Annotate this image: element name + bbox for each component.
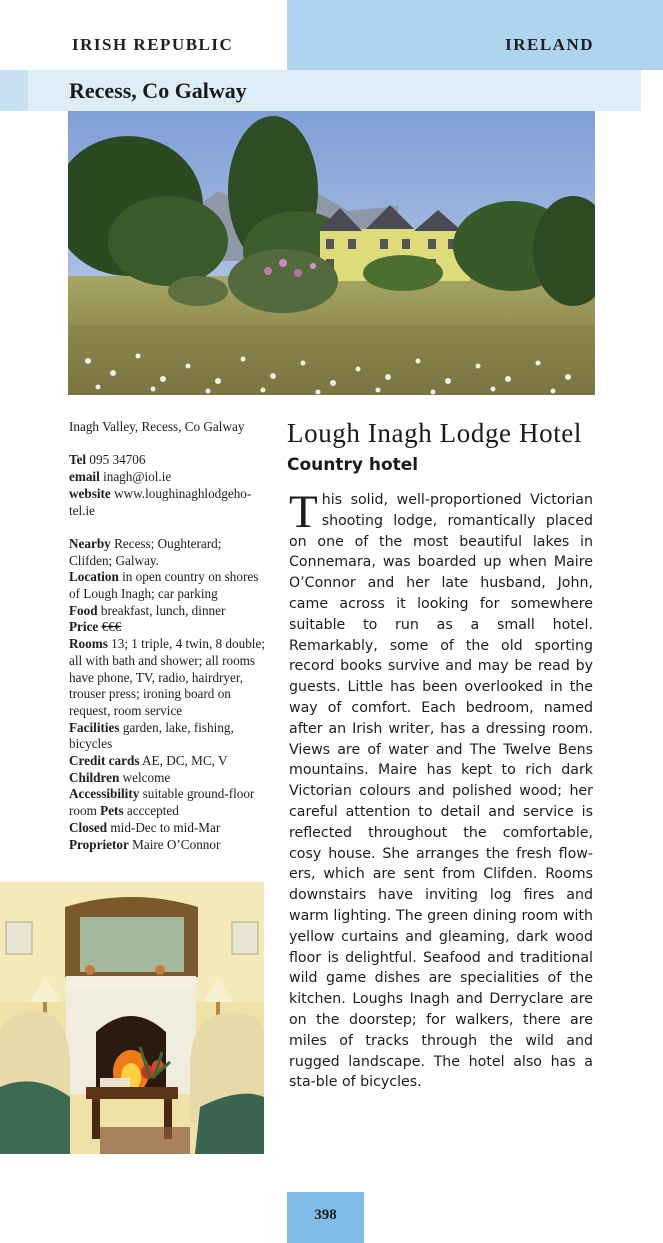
info-food: Food breakfast, lunch, dinner <box>69 602 226 618</box>
info-proprietor: Proprietor Maire O’Connor <box>69 836 221 852</box>
header-right-band <box>287 0 663 70</box>
hotel-exterior-photo <box>68 111 595 395</box>
hotel-info-column <box>69 419 265 853</box>
info-location: Location in open country on shores of Lough Inagh; car parking <box>69 569 259 601</box>
section-title-left: IRISH REPUBLIC <box>72 35 234 54</box>
hotel-address: Inagh Valley, Recess, Co Galway <box>69 419 245 434</box>
hotel-lounge-photo <box>0 882 264 1154</box>
info-accessibility: Accessibility suitable ground-floor room Pets acccepted <box>69 786 255 819</box>
info-tel: Tel 095 34706 <box>69 452 146 468</box>
info-facilities: Facilities garden, lake, fishing, bicycles <box>69 719 234 752</box>
info-nearby: Nearby Recess; Oughterard; Clifden; Galway. <box>69 535 222 568</box>
info-rooms: Rooms 13; 1 triple, 4 twin, 8 double; all with bath and shower; all rooms have phone, TV, radio, hairdryer, trouser press; ironing board on request, room service <box>69 636 265 718</box>
description-text: his solid, well-proportioned Victorian shooting lodge, romantically placed on one of the most beautiful lakes in Connemara, was boarded up when Maire O’Connor and her late husband, John, came across it looking for somewhere suitable to run as a small hotel. Remarkably, some of the old sporting record books survive and may be read by guests. Little has been overlooked in the way of comfort. Each bedroom, named after an Irish writer, has a dressing room. Views are of water and The Twelve Bens mountains. Maire has kept to rich dark Victorian colours and polished wood; her careful attention to detail and service is reflected throughout the comfortable, cosy house. She arranges the fresh flow-ers, which are sent from Clifden. Rooms downstairs have inviting log fires and warm lighting. The green dining room with yellow curtains and gleaming, dark wood floor is delightful. Seafood and traditional wild game dishes are specialities of the kitchen. Loughs Inagh and Derryclare are on the doorstep; for walkers, there are miles of tracks through the wild and rugged landscape. The hotel also has a sta-ble of bicycles. <box>289 492 593 1091</box>
info-price: Price €€€ <box>69 619 122 635</box>
drop-cap: T <box>289 486 318 538</box>
info-children: Children welcome <box>69 769 171 785</box>
hotel-name: Lough Inagh Lodge Hotel <box>287 418 582 448</box>
hotel-type: Country hotel <box>287 455 419 475</box>
info-closed: Closed mid-Dec to mid-Mar <box>69 819 221 835</box>
info-email: email inagh@iol.ie <box>69 469 172 485</box>
info-website: website www.loughinaghlodgeho-tel.ie <box>69 485 252 518</box>
location-bar-accent <box>0 70 28 111</box>
hotel-description <box>289 486 593 1093</box>
section-title-right: IRELAND <box>505 35 594 54</box>
location-heading: Recess, Co Galway <box>69 78 247 103</box>
page-number: 398 <box>314 1207 337 1223</box>
info-credit-cards: Credit cards AE, DC, MC, V <box>69 753 228 769</box>
hotel-title <box>287 419 607 479</box>
